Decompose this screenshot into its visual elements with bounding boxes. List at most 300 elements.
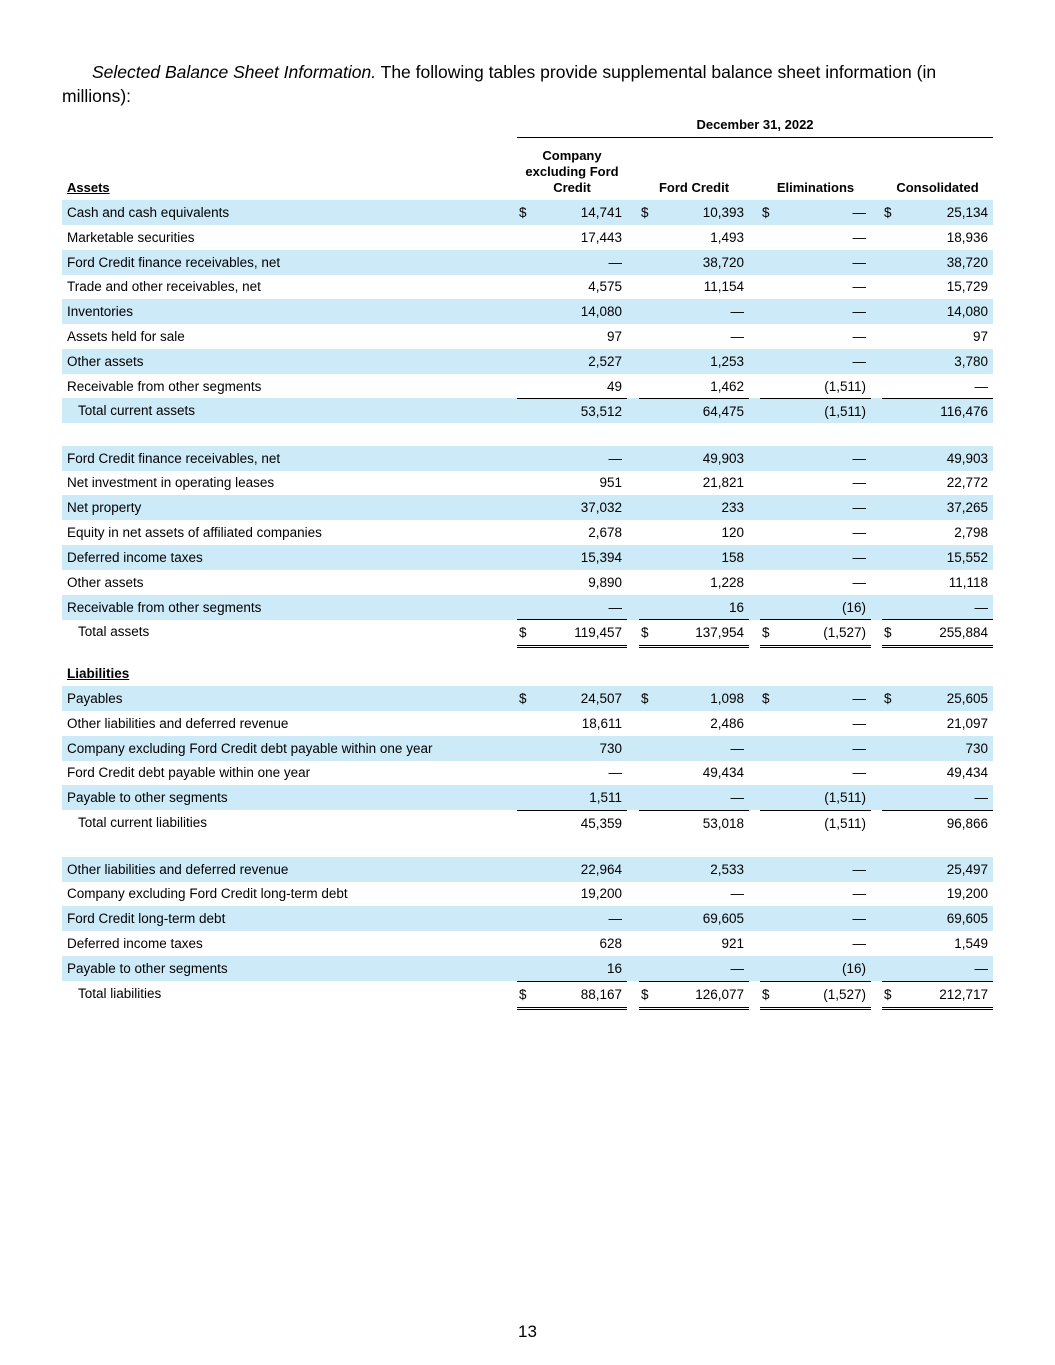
value-cell [517, 200, 627, 225]
cell-value: 64,475 [702, 404, 744, 419]
value-cell [760, 299, 871, 324]
intro-lead: Selected Balance Sheet Information. [92, 62, 377, 82]
value-cell [639, 398, 749, 424]
value-cell [760, 545, 871, 570]
cell-value: — [608, 451, 622, 466]
cell-value: 14,741 [580, 205, 622, 220]
cell-value: 1,228 [710, 575, 744, 590]
table-row [62, 225, 993, 250]
value-cell [882, 711, 993, 736]
cell-value: 21,097 [946, 716, 988, 731]
cell-value: — [852, 936, 866, 951]
value-cell [882, 200, 993, 225]
value-cell [639, 736, 749, 761]
table-row [62, 956, 993, 981]
value-cell [639, 595, 749, 620]
cell-value: 19,200 [580, 886, 622, 901]
cell-value: 16 [728, 600, 744, 615]
cell-value: — [730, 790, 744, 805]
value-cell [517, 931, 627, 956]
table-row [62, 619, 993, 644]
cell-value: (16) [841, 961, 866, 976]
cell-value: 137,954 [695, 625, 744, 640]
value-cell [760, 520, 871, 545]
cell-value: 49,434 [702, 765, 744, 780]
cell-value: 233 [721, 500, 744, 515]
table-row [62, 520, 993, 545]
currency-symbol: $ [519, 625, 527, 640]
row-label: Payable to other segments [67, 790, 228, 805]
cell-value: 15,729 [946, 279, 988, 294]
value-cell [760, 956, 871, 981]
table-row [62, 760, 993, 785]
value-cell [639, 274, 749, 299]
value-cell [639, 931, 749, 956]
value-cell [760, 225, 871, 250]
cell-value: — [852, 279, 866, 294]
value-cell [882, 299, 993, 324]
cell-value: 19,200 [946, 886, 988, 901]
cell-value: 730 [599, 741, 622, 756]
cell-value: 53,512 [580, 404, 622, 419]
cell-value: 18,936 [946, 230, 988, 245]
cell-value: 24,507 [580, 691, 622, 706]
row-label: Inventories [67, 304, 134, 319]
cell-value: 730 [965, 741, 988, 756]
cell-value: — [852, 575, 866, 590]
value-cell [517, 570, 627, 595]
value-cell [639, 470, 749, 495]
cell-value: 96,866 [946, 816, 988, 831]
cell-value: — [852, 475, 866, 490]
cell-value: — [852, 451, 866, 466]
currency-symbol: $ [519, 205, 527, 220]
value-cell [882, 470, 993, 495]
table-row [62, 324, 993, 349]
value-cell [760, 324, 871, 349]
cell-value: — [852, 255, 866, 270]
cell-value: — [608, 255, 622, 270]
value-cell [760, 495, 871, 520]
currency-symbol: $ [884, 691, 892, 706]
cell-value: 2,486 [710, 716, 744, 731]
value-cell [760, 274, 871, 299]
value-cell [517, 324, 627, 349]
value-cell [517, 398, 627, 424]
currency-symbol: $ [519, 691, 527, 706]
value-cell [882, 570, 993, 595]
value-cell [639, 857, 749, 882]
value-cell [517, 760, 627, 785]
row-label: Equity in net assets of affiliated companies [67, 525, 322, 540]
value-cell [882, 250, 993, 275]
value-cell [639, 545, 749, 570]
cell-value: 49 [606, 379, 622, 394]
assets-header: Assets [67, 180, 110, 195]
value-cell [760, 686, 871, 711]
cell-value: 11,154 [703, 279, 744, 294]
value-cell [760, 931, 871, 956]
value-cell [517, 545, 627, 570]
value-cell [639, 349, 749, 374]
row-label: Marketable securities [67, 230, 195, 245]
value-cell [882, 274, 993, 299]
cell-value: 53,018 [702, 816, 744, 831]
value-cell [882, 619, 993, 648]
currency-symbol: $ [641, 625, 649, 640]
row-label: Assets held for sale [67, 329, 185, 344]
cell-value: 11,118 [948, 575, 988, 590]
value-cell [517, 299, 627, 324]
cell-value: 37,032 [580, 500, 622, 515]
value-cell [882, 545, 993, 570]
currency-symbol: $ [762, 691, 770, 706]
row-label: Total liabilities [78, 986, 162, 1001]
cell-value: 2,798 [954, 525, 988, 540]
table-row [62, 200, 993, 225]
row-label: Company excluding Ford Credit debt payable within one year [67, 741, 433, 756]
value-cell [882, 785, 993, 810]
row-label: Total current assets [78, 403, 196, 418]
cell-value: 18,611 [581, 716, 622, 731]
cell-value: 2,678 [588, 525, 622, 540]
value-cell [639, 250, 749, 275]
cell-value: — [852, 205, 866, 220]
table-row [62, 470, 993, 495]
value-cell [882, 736, 993, 761]
cell-value: 1,253 [710, 354, 744, 369]
value-cell [517, 881, 627, 906]
row-label: Ford Credit debt payable within one year [67, 765, 311, 780]
value-cell [882, 495, 993, 520]
row-label: Liabilities [67, 666, 130, 681]
value-cell [517, 225, 627, 250]
value-cell [517, 619, 627, 648]
cell-value: (1,511) [824, 790, 866, 805]
cell-value: — [852, 329, 866, 344]
value-cell [760, 398, 871, 424]
row-label: Net investment in operating leases [67, 475, 275, 490]
currency-symbol: $ [519, 987, 527, 1002]
cell-value: — [730, 329, 744, 344]
cell-value: — [852, 354, 866, 369]
cell-value: — [852, 716, 866, 731]
value-cell [639, 570, 749, 595]
cell-value: 49,903 [702, 451, 744, 466]
value-cell [760, 349, 871, 374]
cell-value: (1,511) [824, 816, 866, 831]
row-label: Deferred income taxes [67, 936, 203, 951]
value-cell [639, 810, 749, 836]
value-cell [882, 398, 993, 424]
currency-symbol: $ [641, 205, 649, 220]
table-row [62, 349, 993, 374]
value-cell [517, 711, 627, 736]
cell-value: — [852, 230, 866, 245]
row-label: Net property [67, 500, 142, 515]
cell-value: 37,265 [946, 500, 988, 515]
cell-value: 14,080 [946, 304, 988, 319]
currency-symbol: $ [762, 987, 770, 1002]
value-cell [882, 810, 993, 836]
table-row [62, 711, 993, 736]
cell-value: 212,717 [939, 987, 988, 1002]
cell-value: — [974, 600, 988, 615]
cell-value: — [852, 911, 866, 926]
value-cell [517, 495, 627, 520]
cell-value: 1,549 [954, 936, 988, 951]
currency-symbol: $ [641, 987, 649, 1002]
cell-value: 21,821 [702, 475, 744, 490]
table-row [62, 374, 993, 399]
table-row [62, 595, 993, 620]
table-row [62, 931, 993, 956]
currency-symbol: $ [884, 987, 892, 1002]
cell-value: — [608, 600, 622, 615]
cell-value: — [974, 790, 988, 805]
value-cell [760, 736, 871, 761]
value-cell [882, 931, 993, 956]
column-header-consolidated: Consolidated [896, 180, 979, 195]
value-cell [882, 857, 993, 882]
value-cell [760, 906, 871, 931]
cell-value: — [852, 765, 866, 780]
row-label: Cash and cash equivalents [67, 205, 230, 220]
table-row [62, 570, 993, 595]
value-cell [760, 446, 871, 471]
table-row [62, 810, 993, 835]
cell-value: 1,493 [710, 230, 744, 245]
value-cell [760, 619, 871, 648]
cell-value: 38,720 [946, 255, 988, 270]
cell-value: 9,890 [588, 575, 622, 590]
row-label: Receivable from other segments [67, 600, 262, 615]
value-cell [517, 349, 627, 374]
value-cell [639, 686, 749, 711]
value-cell [882, 686, 993, 711]
value-cell [517, 736, 627, 761]
value-cell [760, 200, 871, 225]
cell-value: 22,964 [580, 862, 622, 877]
row-label: Trade and other receivables, net [67, 279, 261, 294]
cell-value: 628 [599, 936, 622, 951]
row-label: Other assets [67, 575, 144, 590]
value-cell [882, 520, 993, 545]
row-label: Ford Credit long-term debt [67, 911, 226, 926]
value-cell [517, 274, 627, 299]
cell-value: 45,359 [580, 816, 622, 831]
value-cell [882, 881, 993, 906]
value-cell [639, 956, 749, 981]
value-cell [639, 981, 749, 1010]
cell-value: — [852, 862, 866, 877]
column-header-eliminations: Eliminations [776, 180, 855, 195]
value-cell [882, 760, 993, 785]
row-label: Ford Credit finance receivables, net [67, 255, 281, 270]
cell-value: 2,533 [710, 862, 744, 877]
value-cell [760, 785, 871, 810]
cell-value: (1,527) [823, 987, 866, 1002]
cell-value: — [730, 886, 744, 901]
cell-value: — [974, 961, 988, 976]
section-header-row [62, 661, 993, 686]
value-cell [517, 250, 627, 275]
value-cell [760, 470, 871, 495]
value-cell [517, 857, 627, 882]
value-cell [760, 570, 871, 595]
cell-value: 116,476 [940, 404, 988, 419]
value-cell [639, 225, 749, 250]
cell-value: 16 [606, 961, 622, 976]
row-label: Company excluding Ford Credit long-term debt [67, 886, 348, 901]
cell-value: 10,393 [702, 205, 744, 220]
row-label: Other liabilities and deferred revenue [67, 862, 289, 877]
currency-symbol: $ [884, 205, 892, 220]
value-cell [882, 595, 993, 620]
value-cell [639, 374, 749, 399]
cell-value: — [852, 886, 866, 901]
value-cell [639, 495, 749, 520]
table-row [62, 250, 993, 275]
cell-value: 25,497 [946, 862, 988, 877]
cell-value: (1,511) [824, 379, 866, 394]
cell-value: 3,780 [954, 354, 988, 369]
cell-value: 25,134 [946, 205, 988, 220]
currency-symbol: $ [641, 691, 649, 706]
cell-value: — [852, 741, 866, 756]
value-cell [639, 520, 749, 545]
value-cell [639, 619, 749, 648]
cell-value: 120 [721, 525, 744, 540]
value-cell [882, 956, 993, 981]
cell-value: 158 [721, 550, 744, 565]
value-cell [882, 981, 993, 1010]
column-header-company: Company excluding Ford Credit [525, 148, 619, 195]
cell-value: 97 [972, 329, 988, 344]
table-row [62, 495, 993, 520]
table-row [62, 446, 993, 471]
value-cell [517, 686, 627, 711]
value-cell [517, 906, 627, 931]
cell-value: 49,434 [946, 765, 988, 780]
value-cell [882, 374, 993, 399]
table-row [62, 981, 993, 1006]
cell-value: 1,511 [589, 790, 622, 805]
cell-value: 97 [606, 329, 622, 344]
currency-symbol: $ [762, 625, 770, 640]
cell-value: 2,527 [588, 354, 622, 369]
value-cell [760, 881, 871, 906]
row-label: Payable to other segments [67, 961, 228, 976]
cell-value: 1,462 [710, 379, 744, 394]
cell-value: — [730, 304, 744, 319]
row-label: Total assets [78, 624, 150, 639]
value-cell [760, 374, 871, 399]
cell-value: 1,098 [710, 691, 744, 706]
value-cell [760, 810, 871, 836]
table-row [62, 785, 993, 810]
currency-symbol: $ [884, 625, 892, 640]
page-number: 13 [518, 1322, 537, 1341]
cell-value: — [608, 911, 622, 926]
cell-value: 921 [721, 936, 744, 951]
cell-value: — [852, 525, 866, 540]
value-cell [639, 299, 749, 324]
cell-value: 951 [599, 475, 622, 490]
period-header: December 31, 2022 [517, 117, 993, 138]
cell-value: 119,457 [574, 625, 622, 640]
row-label: Other assets [67, 354, 144, 369]
cell-value: — [730, 741, 744, 756]
cell-value: 22,772 [946, 475, 988, 490]
cell-value: 88,167 [580, 987, 622, 1002]
cell-value: 15,552 [946, 550, 988, 565]
value-cell [882, 446, 993, 471]
table-row [62, 686, 993, 711]
intro-paragraph [62, 60, 962, 108]
cell-value: — [730, 961, 744, 976]
row-label: Payables [67, 691, 123, 706]
table-row [62, 736, 993, 761]
cell-value: — [974, 379, 988, 394]
cell-value: 49,903 [946, 451, 988, 466]
cell-value: 69,605 [702, 911, 744, 926]
cell-value: 69,605 [946, 911, 988, 926]
value-cell [517, 446, 627, 471]
table-row [62, 299, 993, 324]
row-label: Receivable from other segments [67, 379, 262, 394]
cell-value: — [852, 304, 866, 319]
value-cell [639, 881, 749, 906]
value-cell [639, 446, 749, 471]
value-cell [882, 906, 993, 931]
value-cell [639, 324, 749, 349]
value-cell [517, 470, 627, 495]
currency-symbol: $ [762, 205, 770, 220]
value-cell [639, 785, 749, 810]
row-label: Total current liabilities [78, 815, 208, 830]
cell-value: 4,575 [588, 279, 622, 294]
cell-value: — [852, 500, 866, 515]
cell-value: (1,527) [823, 625, 866, 640]
table-row [62, 274, 993, 299]
table-row [62, 857, 993, 882]
cell-value: (16) [841, 600, 866, 615]
value-cell [517, 810, 627, 836]
cell-value: — [852, 691, 866, 706]
cell-value: 14,080 [580, 304, 622, 319]
value-cell [639, 200, 749, 225]
table-row [62, 545, 993, 570]
column-header-ford-credit: Ford Credit [658, 180, 730, 195]
cell-value: 38,720 [702, 255, 744, 270]
value-cell [517, 595, 627, 620]
cell-value: 25,605 [946, 691, 988, 706]
row-label: Ford Credit finance receivables, net [67, 451, 281, 466]
value-cell [639, 906, 749, 931]
value-cell [882, 324, 993, 349]
value-cell [760, 595, 871, 620]
value-cell [517, 785, 627, 810]
value-cell [639, 760, 749, 785]
table-row [62, 881, 993, 906]
value-cell [760, 711, 871, 736]
cell-value: (1,511) [824, 404, 866, 419]
value-cell [517, 374, 627, 399]
value-cell [760, 250, 871, 275]
value-cell [882, 349, 993, 374]
value-cell [517, 981, 627, 1010]
